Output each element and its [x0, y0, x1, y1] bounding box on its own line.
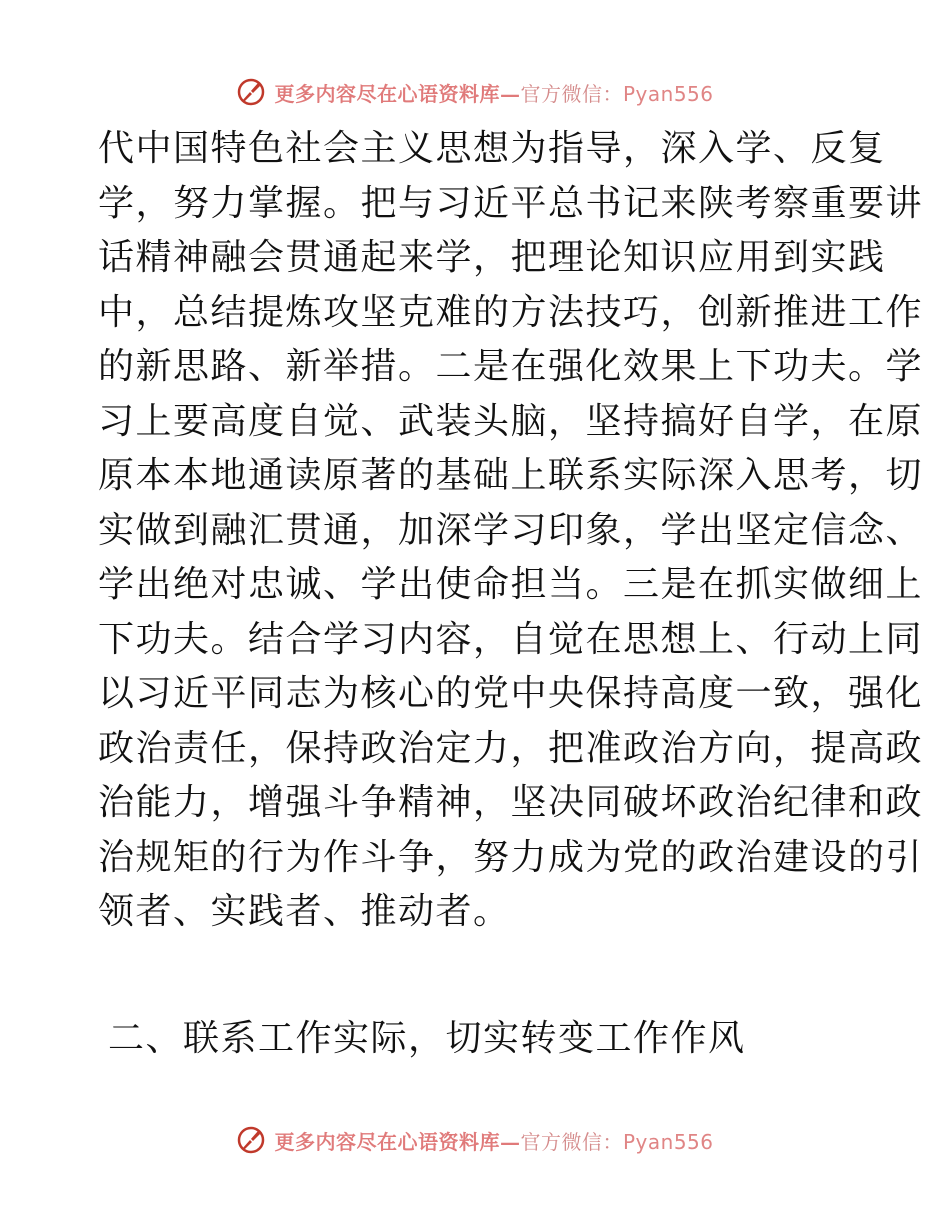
paragraph-line: 中，总结提炼攻坚克难的方法技巧，创新推进工作: [98, 291, 924, 333]
watermark-account: Pyan556: [622, 81, 714, 106]
section-heading: 二、联系工作实际，切实转变工作作风: [108, 1018, 746, 1059]
paragraph-line: 治规矩的行为作斗争，努力成为党的政治建设的引: [98, 836, 924, 878]
paragraph-line: 治能力，增强斗争精神，坚决同破坏政治纪律和政: [98, 782, 924, 823]
paragraph-line: 学出绝对忠诚、学出使命担当。三是在抓实做细上: [98, 564, 924, 605]
watermark-wechat-label: 官方微信：: [520, 1129, 623, 1154]
watermark-text: [274, 78, 713, 107]
paragraph-line: 习上要高度自觉、武装头脑，坚持搞好自学，在原: [98, 400, 924, 442]
feather-pen-logo-icon: [236, 1125, 266, 1155]
document-paragraph: [98, 122, 924, 940]
paragraph-line: 领者、实践者、推动者。: [98, 891, 511, 932]
feather-pen-logo-icon: [236, 77, 266, 107]
paragraph-line: 的新思路、新举措。二是在强化效果上下功夫。学: [98, 346, 924, 387]
header-watermark: [0, 72, 950, 112]
paragraph-line: 政治责任，保持政治定力，把准政治方向，提高政: [98, 727, 924, 769]
footer-watermark: [0, 1120, 950, 1160]
watermark-main: 更多内容尽在心语资料库—: [274, 1129, 521, 1154]
paragraph-line: 实做到融汇贯通，加深学习印象，学出坚定信念、: [98, 509, 924, 551]
paragraph-line: 以习近平同志为核心的党中央保持高度一致，强化: [98, 673, 924, 714]
watermark-main: 更多内容尽在心语资料库—: [274, 81, 521, 106]
watermark-account: Pyan556: [622, 1129, 714, 1154]
paragraph-line: 学，努力掌握。把与习近平总书记来陕考察重要讲: [98, 182, 924, 224]
watermark-wechat-label: 官方微信：: [520, 81, 623, 106]
paragraph-line: 下功夫。结合学习内容，自觉在思想上、行动上同: [98, 618, 924, 660]
paragraph-line: 代中国特色社会主义思想为指导，深入学、反复: [98, 128, 886, 169]
watermark-text: [274, 1126, 713, 1155]
paragraph-line: 话精神融会贯通起来学，把理论知识应用到实践: [98, 237, 886, 278]
paragraph-line: 原本本地通读原著的基础上联系实际深入思考，切: [98, 455, 924, 496]
